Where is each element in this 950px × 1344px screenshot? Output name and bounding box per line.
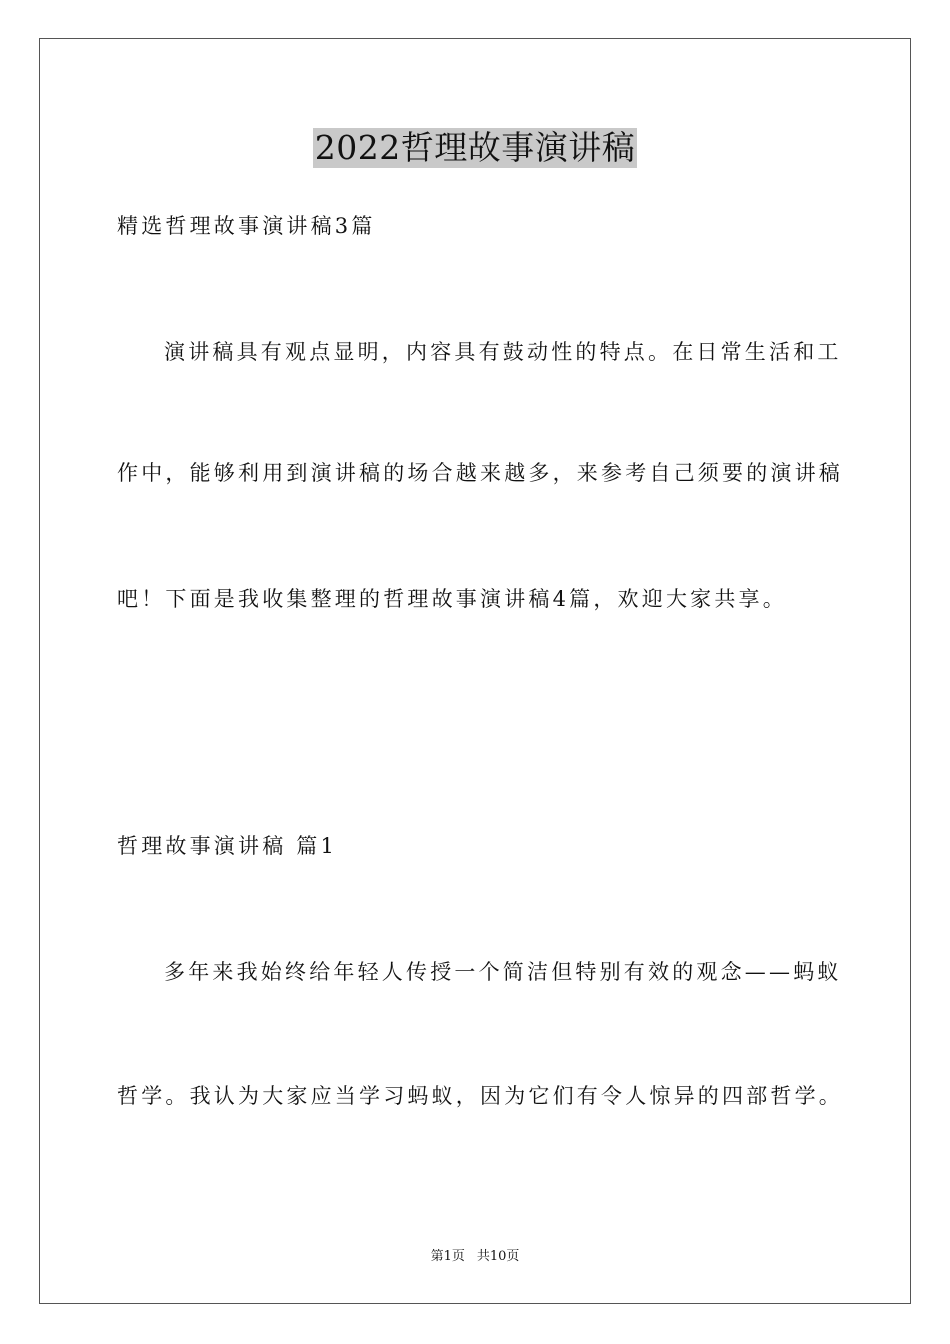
section-heading: 哲理故事演讲稿 篇1 <box>117 834 338 858</box>
page-total: 共10页 <box>476 1249 520 1264</box>
intro-line-3: 吧！下面是我收集整理的哲理故事演讲稿4篇，欢迎大家共享。 <box>117 587 787 611</box>
document-title: 2022哲理故事演讲稿 <box>314 128 636 167</box>
title-container <box>0 128 950 168</box>
intro-line-2: 作中，能够利用到演讲稿的场合越来越多，来参考自己须要的演讲稿 <box>117 461 843 485</box>
document-subtitle: 精选哲理故事演讲稿3篇 <box>117 214 376 238</box>
intro-line-1: 演讲稿具有观点显明，内容具有鼓动性的特点。在日常生活和工 <box>164 340 842 364</box>
section-line-2: 哲学。我认为大家应当学习蚂蚁，因为它们有令人惊异的四部哲学。 <box>117 1084 843 1108</box>
section-line-1: 多年来我始终给年轻人传授一个简洁但特别有效的观念——蚂蚁 <box>164 960 842 984</box>
page-number: 第1页 <box>430 1249 465 1264</box>
page-footer <box>0 1248 950 1266</box>
